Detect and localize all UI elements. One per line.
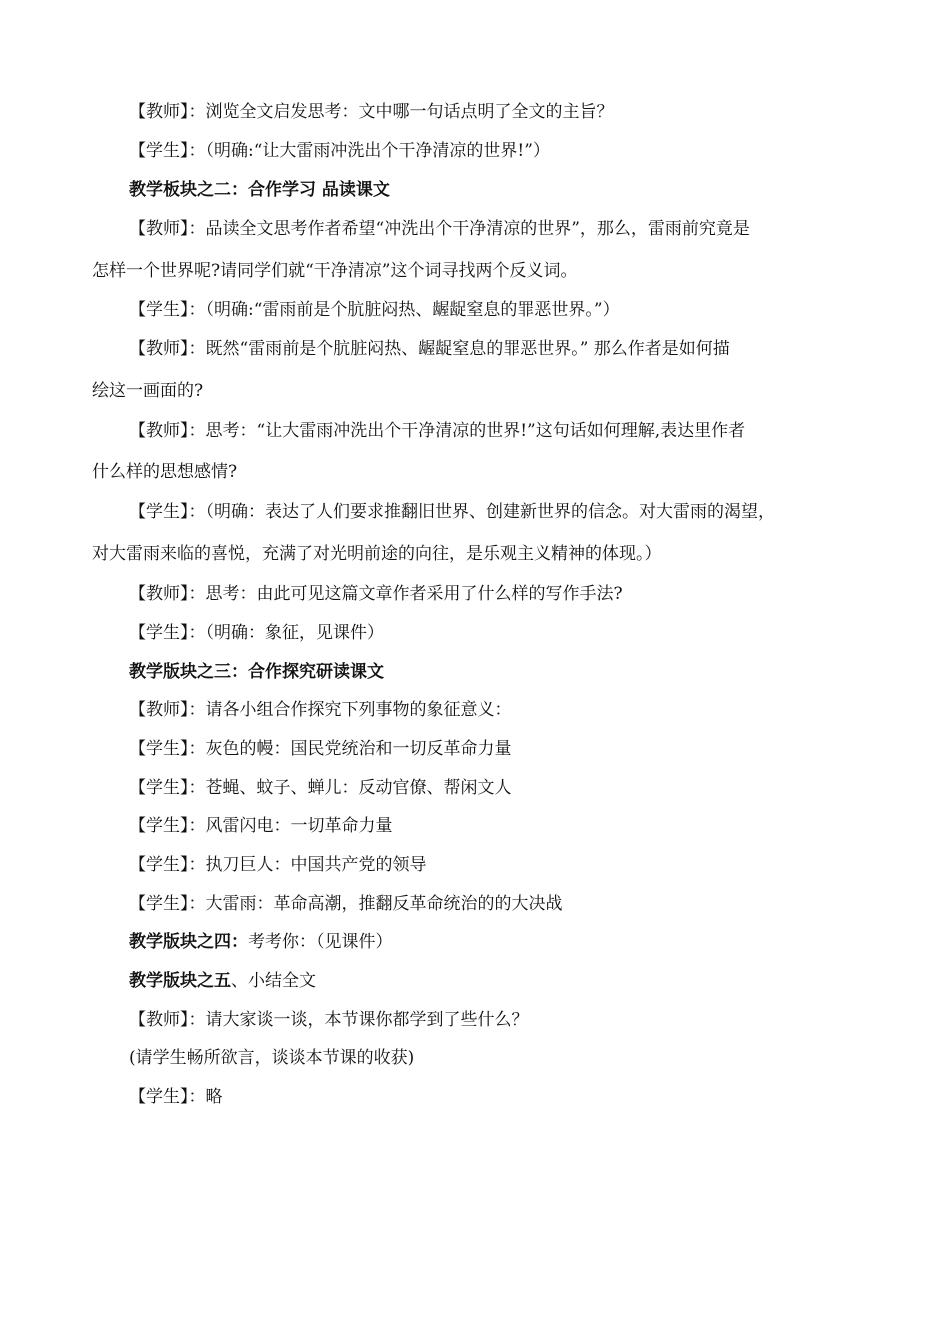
paragraph-line: 【学生】：略 bbox=[129, 1087, 223, 1107]
paragraph-line: 【学生】：风雷闪电：一切革命力量 bbox=[129, 816, 393, 836]
paragraph-line: (请学生畅所欲言，谈谈本节课的收获) bbox=[129, 1048, 415, 1068]
heading-bold-part: 教学版块之四： bbox=[129, 932, 248, 952]
heading-rest: 考考你：（见课件） bbox=[248, 932, 393, 952]
paragraph-line: 【教师】：思考：“让大雷雨冲洗出个干净清凉的世界!”这句话如何理解,表达里作者 bbox=[129, 421, 746, 441]
paragraph-line: 【教师】：浏览全文启发思考：文中哪一句话点明了全文的主旨？ bbox=[129, 102, 614, 122]
paragraph-line: 【教师】：既然“雷雨前是个肮脏闷热、龌龊窒息的罪恶世界。” 那么作者是如何描 bbox=[129, 339, 730, 359]
paragraph-line: 【学生】：大雷雨：革命高潮，推翻反革命统治的的大决战 bbox=[129, 894, 563, 914]
paragraph-line: 【学生】：苍蝇、蚊子、蝉儿：反动官僚、帮闲文人 bbox=[129, 778, 512, 798]
section-heading: 教学板块之二：合作学习 品读课文 bbox=[129, 180, 390, 200]
section-heading bbox=[129, 931, 393, 953]
paragraph-line: 怎样一个世界呢?请同学们就“干净清凉”这个词寻找两个反义词。 bbox=[92, 261, 578, 281]
paragraph-line: 什么样的思想感情? bbox=[92, 462, 238, 482]
section-heading bbox=[129, 970, 316, 992]
paragraph-line: 【教师】：思考：由此可见这篇文章作者采用了什么样的写作手法? bbox=[129, 584, 623, 604]
paragraph-line: 对大雷雨来临的喜悦，充满了对光明前途的向往，是乐观主义精神的体现。） bbox=[92, 544, 662, 564]
paragraph-line: 【学生】：执刀巨人：中国共产党的领导 bbox=[129, 855, 427, 875]
paragraph-line: 【教师】：品读全文思考作者希望“冲洗出个干净清凉的世界”，那么，雷雨前究竟是 bbox=[129, 219, 750, 239]
heading-bold-part: 教学版块之五 bbox=[129, 971, 231, 991]
paragraph-line: 【学生】：（明确：象征，见课件） bbox=[129, 623, 384, 643]
paragraph-line: 【学生】：（明确:“雷雨前是个肮脏闷热、龌龊窒息的罪恶世界。”） bbox=[129, 300, 620, 320]
paragraph-line: 绘这一画面的? bbox=[92, 381, 204, 401]
paragraph-line: 【教师】：请大家谈一谈，本节课你都学到了些什么？ bbox=[129, 1010, 529, 1030]
paragraph-line: 【学生】：（明确：表达了人们要求推翻旧世界、创建新世界的信念。对大雷雨的渴望， bbox=[129, 502, 775, 522]
section-heading: 教学版块之三：合作探究研读课文 bbox=[129, 662, 384, 682]
paragraph-line: 【教师】：请各小组合作探究下列事物的象征意义： bbox=[129, 700, 512, 720]
heading-rest: 、小结全文 bbox=[231, 971, 316, 991]
paragraph-line: 【学生】：（明确:“让大雷雨冲洗出个干净清凉的世界!”） bbox=[129, 141, 550, 161]
paragraph-line: 【学生】：灰色的幔：国民党统治和一切反革命力量 bbox=[129, 739, 512, 759]
